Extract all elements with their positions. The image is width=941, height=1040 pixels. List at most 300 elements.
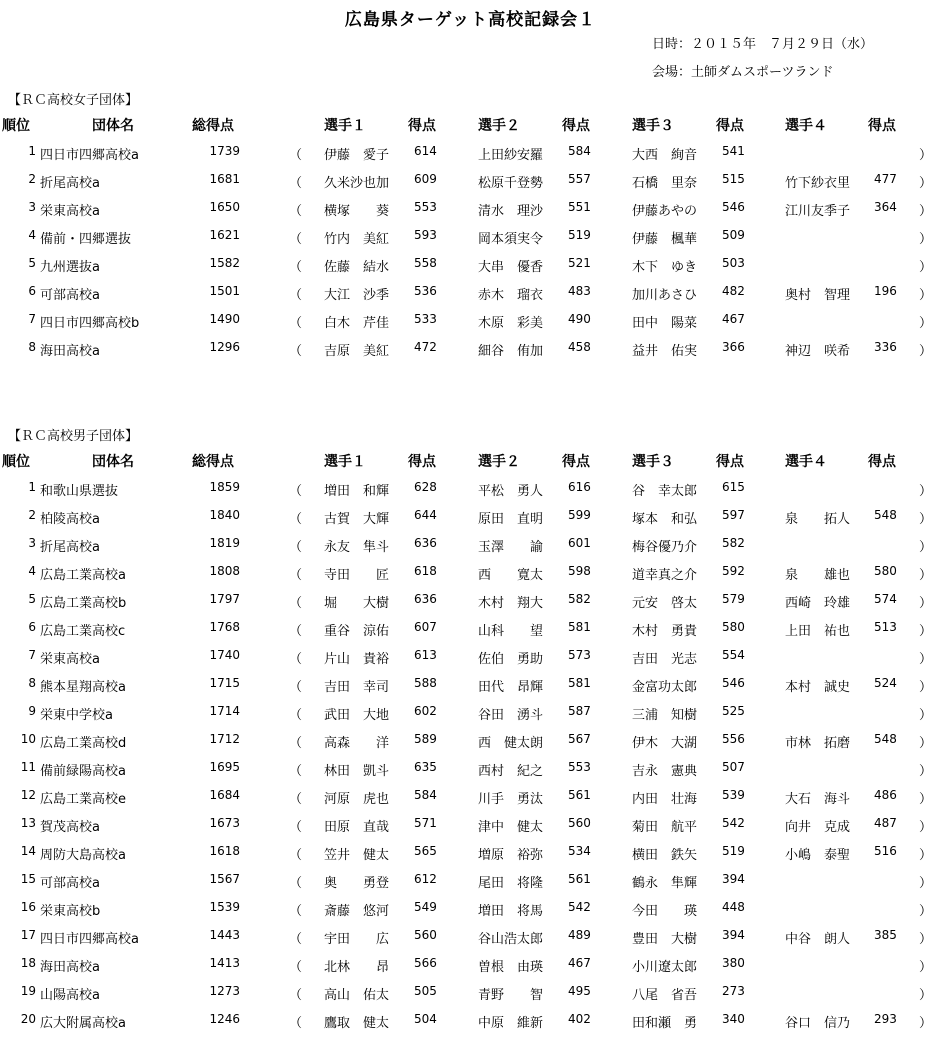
rank-cell: 1: [28, 480, 36, 494]
player2-score: 561: [568, 872, 591, 886]
player3-score: 541: [722, 144, 745, 158]
player2-name: 山科 望: [478, 624, 544, 639]
player2-score: 587: [568, 704, 591, 718]
team-name: 広島工業高校d: [40, 736, 127, 751]
rank-cell: 5: [28, 256, 36, 270]
player1-name: 古賀 大輝: [324, 512, 390, 527]
player2-name: 津中 健太: [478, 820, 544, 835]
player3-name: 金富功太郎: [632, 680, 698, 695]
player1-score: 609: [414, 172, 437, 186]
player3-score: 556: [722, 732, 745, 746]
paren-close: ）: [919, 764, 933, 779]
player3-name: 大西 絢音: [632, 148, 698, 163]
rank-cell: 17: [20, 928, 36, 942]
paren-close: ）: [919, 1016, 933, 1031]
table-row: [0, 648, 941, 676]
player3-name: 塚本 和弘: [632, 512, 698, 527]
header-player4: 選手４: [785, 118, 827, 134]
table-row: [0, 508, 941, 536]
player4-score: 524: [874, 676, 897, 690]
team-name: 和歌山県選抜: [40, 484, 119, 499]
player3-name: 八尾 省吾: [632, 988, 698, 1003]
player3-name: 田中 陽菜: [632, 316, 698, 331]
paren-open: （: [289, 988, 303, 1003]
player3-score: 592: [722, 564, 745, 578]
header-player1: 選手１: [324, 454, 366, 470]
player1-score: 536: [414, 284, 437, 298]
section-title: 【ＲＣ高校女子団体】: [8, 93, 139, 108]
table-row: [0, 200, 941, 228]
rank-cell: 7: [28, 648, 36, 662]
paren-close: ）: [919, 484, 933, 499]
player3-score: 273: [722, 984, 745, 998]
paren-close: ）: [919, 792, 933, 807]
table-row: [0, 844, 941, 872]
table-row: [0, 816, 941, 844]
player2-name: 佐伯 勇助: [478, 652, 544, 667]
paren-close: ）: [919, 176, 933, 191]
rank-cell: 16: [20, 900, 36, 914]
player2-score: 495: [568, 984, 591, 998]
player1-name: 片山 貴裕: [324, 652, 390, 667]
paren-close: ）: [919, 876, 933, 891]
rank-cell: 2: [28, 508, 36, 522]
player3-score: 467: [722, 312, 745, 326]
total-score: 1539: [209, 900, 240, 914]
player4-name: 向井 克成: [785, 820, 851, 835]
player4-name: 奥村 智理: [785, 288, 851, 303]
player2-score: 551: [568, 200, 591, 214]
player1-name: 永友 隼斗: [324, 540, 390, 555]
team-name: 備前緑陽高校a: [40, 764, 126, 779]
total-score: 1673: [209, 816, 240, 830]
player4-name: 谷口 信乃: [785, 1016, 851, 1031]
player3-name: 加川あさひ: [632, 288, 698, 303]
paren-close: ）: [919, 148, 933, 163]
player2-score: 599: [568, 508, 591, 522]
total-score: 1715: [209, 676, 240, 690]
player1-score: 549: [414, 900, 437, 914]
player2-name: 谷田 湧斗: [478, 708, 544, 723]
paren-open: （: [289, 344, 303, 359]
paren-open: （: [289, 148, 303, 163]
player4-name: 大石 海斗: [785, 792, 851, 807]
player3-score: 546: [722, 676, 745, 690]
table-row: [0, 228, 941, 256]
player1-score: 533: [414, 312, 437, 326]
player3-score: 448: [722, 900, 745, 914]
rank-cell: 3: [28, 536, 36, 550]
player4-name: 泉 拓人: [785, 512, 851, 527]
table-row: [0, 284, 941, 312]
table-row: [0, 564, 941, 592]
player3-name: 鶴永 隼輝: [632, 876, 698, 891]
total-score: 1273: [209, 984, 240, 998]
team-name: 四日市四郷高校b: [40, 316, 140, 331]
player3-score: 539: [722, 788, 745, 802]
paren-close: ）: [919, 344, 933, 359]
paren-close: ）: [919, 624, 933, 639]
paren-open: （: [289, 764, 303, 779]
player4-name: 中谷 朗人: [785, 932, 851, 947]
header-score3: 得点: [716, 118, 744, 134]
player3-name: 豊田 大樹: [632, 932, 698, 947]
player3-name: 三浦 知樹: [632, 708, 698, 723]
player1-score: 553: [414, 200, 437, 214]
player3-score: 546: [722, 200, 745, 214]
player2-score: 567: [568, 732, 591, 746]
table-row: [0, 704, 941, 732]
rank-cell: 2: [28, 172, 36, 186]
paren-open: （: [289, 176, 303, 191]
total-score: 1296: [209, 340, 240, 354]
player2-score: 561: [568, 788, 591, 802]
table-row: [0, 312, 941, 340]
total-score: 1859: [209, 480, 240, 494]
player4-score: 574: [874, 592, 897, 606]
player3-name: 内田 壮海: [632, 792, 698, 807]
player2-name: 尾田 将隆: [478, 876, 544, 891]
paren-open: （: [289, 736, 303, 751]
header-player1: 選手１: [324, 118, 366, 134]
paren-close: ）: [919, 316, 933, 331]
rank-cell: 4: [28, 564, 36, 578]
player3-score: 515: [722, 172, 745, 186]
team-name: 海田高校a: [40, 960, 100, 975]
rank-cell: 5: [28, 592, 36, 606]
player1-score: 504: [414, 1012, 437, 1026]
player3-name: 伊木 大湖: [632, 736, 698, 751]
rank-cell: 8: [28, 676, 36, 690]
player2-score: 616: [568, 480, 591, 494]
player1-score: 584: [414, 788, 437, 802]
team-name: 熊本星翔高校a: [40, 680, 126, 695]
player2-score: 521: [568, 256, 591, 270]
player3-name: 木村 勇貴: [632, 624, 698, 639]
paren-open: （: [289, 596, 303, 611]
team-name: 可部高校a: [40, 876, 100, 891]
player3-name: 伊藤 楓華: [632, 232, 698, 247]
player2-name: 木村 翔大: [478, 596, 544, 611]
team-name: 広島工業高校a: [40, 568, 126, 583]
total-score: 1650: [209, 200, 240, 214]
paren-open: （: [289, 960, 303, 975]
total-score: 1840: [209, 508, 240, 522]
header-score3: 得点: [716, 454, 744, 470]
player1-score: 505: [414, 984, 437, 998]
paren-close: ）: [919, 568, 933, 583]
player1-score: 588: [414, 676, 437, 690]
player1-name: 高森 洋: [324, 736, 390, 751]
player4-score: 513: [874, 620, 897, 634]
total-score: 1246: [209, 1012, 240, 1026]
rank-cell: 12: [20, 788, 36, 802]
team-name: 栄東高校b: [40, 904, 101, 919]
player2-name: 平松 勇人: [478, 484, 544, 499]
date-line: 日時：２０１５年 ７月２９日（水）: [652, 37, 874, 52]
player2-name: 青野 智: [478, 988, 544, 1003]
section-title: 【ＲＣ高校男子団体】: [8, 429, 139, 444]
player2-name: 上田紗安羅: [478, 148, 544, 163]
header-player4: 選手４: [785, 454, 827, 470]
header-player2: 選手２: [478, 118, 520, 134]
total-score: 1712: [209, 732, 240, 746]
player1-score: 614: [414, 144, 437, 158]
paren-open: （: [289, 820, 303, 835]
player3-name: 吉永 憲典: [632, 764, 698, 779]
paren-open: （: [289, 260, 303, 275]
player3-name: 元安 啓太: [632, 596, 698, 611]
team-name: 広島工業高校c: [40, 624, 126, 639]
player2-name: 田代 昂輝: [478, 680, 544, 695]
player4-score: 336: [874, 340, 897, 354]
player3-name: 伊藤あやの: [632, 204, 698, 219]
player2-score: 458: [568, 340, 591, 354]
player1-name: 鷹取 健太: [324, 1016, 390, 1031]
player2-name: 大串 優香: [478, 260, 544, 275]
header-total: 総得点: [192, 118, 234, 134]
paren-open: （: [289, 540, 303, 555]
paren-close: ）: [919, 680, 933, 695]
player2-name: 川手 勇汰: [478, 792, 544, 807]
header-player3: 選手３: [632, 454, 674, 470]
rank-cell: 20: [20, 1012, 36, 1026]
header-rank: 順位: [2, 118, 30, 134]
header-score1: 得点: [408, 454, 436, 470]
team-name: 四日市四郷高校a: [40, 148, 139, 163]
header-score4: 得点: [868, 454, 896, 470]
player3-name: 今田 瑛: [632, 904, 698, 919]
team-name: 折尾高校a: [40, 176, 100, 191]
player2-score: 573: [568, 648, 591, 662]
player3-score: 519: [722, 844, 745, 858]
paren-open: （: [289, 932, 303, 947]
player4-name: 小嶋 泰聖: [785, 848, 851, 863]
player4-name: 泉 雄也: [785, 568, 851, 583]
player4-score: 580: [874, 564, 897, 578]
player1-name: 林田 凱斗: [324, 764, 390, 779]
total-score: 1681: [209, 172, 240, 186]
player3-name: 吉田 光志: [632, 652, 698, 667]
player1-score: 635: [414, 760, 437, 774]
player3-score: 615: [722, 480, 745, 494]
header-score2: 得点: [562, 118, 590, 134]
paren-close: ）: [919, 260, 933, 275]
player2-name: 増原 裕弥: [478, 848, 544, 863]
player3-name: 小川遼太郎: [632, 960, 698, 975]
player2-name: 原田 直明: [478, 512, 544, 527]
player1-name: 竹内 美紅: [324, 232, 390, 247]
player4-score: 487: [874, 816, 897, 830]
venue-line: 会場：土師ダムスポーツランド: [652, 65, 834, 80]
team-name: 海田高校a: [40, 344, 100, 359]
player2-score: 519: [568, 228, 591, 242]
paren-open: （: [289, 1016, 303, 1031]
player2-score: 553: [568, 760, 591, 774]
total-score: 1808: [209, 564, 240, 578]
player2-name: 清水 理沙: [478, 204, 544, 219]
player1-score: 628: [414, 480, 437, 494]
player2-name: 谷山浩太郎: [478, 932, 544, 947]
player1-name: 高山 佑太: [324, 988, 390, 1003]
paren-close: ）: [919, 596, 933, 611]
team-name: 周防大島高校a: [40, 848, 126, 863]
table-row: [0, 760, 941, 788]
player1-name: 大江 沙季: [324, 288, 390, 303]
paren-close: ）: [919, 232, 933, 247]
total-score: 1684: [209, 788, 240, 802]
table-row: [0, 676, 941, 704]
team-name: 広島工業高校e: [40, 792, 126, 807]
team-name: 可部高校a: [40, 288, 100, 303]
team-name: 広大附属高校a: [40, 1016, 126, 1031]
player2-name: 赤木 瑠衣: [478, 288, 544, 303]
player1-score: 565: [414, 844, 437, 858]
player2-score: 560: [568, 816, 591, 830]
total-score: 1618: [209, 844, 240, 858]
paren-close: ）: [919, 988, 933, 1003]
player3-name: 石橋 里奈: [632, 176, 698, 191]
player3-score: 507: [722, 760, 745, 774]
total-score: 1739: [209, 144, 240, 158]
player1-name: 重谷 涼佑: [324, 624, 390, 639]
table-row: [0, 984, 941, 1012]
player3-score: 580: [722, 620, 745, 634]
header-player3: 選手３: [632, 118, 674, 134]
team-name: 栄東高校a: [40, 204, 100, 219]
total-score: 1567: [209, 872, 240, 886]
player3-score: 366: [722, 340, 745, 354]
player3-name: 谷 幸太郎: [632, 484, 698, 499]
total-score: 1714: [209, 704, 240, 718]
header-player2: 選手２: [478, 454, 520, 470]
rank-cell: 3: [28, 200, 36, 214]
player1-name: 吉田 幸司: [324, 680, 390, 695]
paren-open: （: [289, 232, 303, 247]
total-score: 1501: [209, 284, 240, 298]
paren-open: （: [289, 624, 303, 639]
paren-open: （: [289, 568, 303, 583]
table-row: [0, 536, 941, 564]
player1-score: 644: [414, 508, 437, 522]
paren-close: ）: [919, 932, 933, 947]
player3-score: 482: [722, 284, 745, 298]
player3-score: 509: [722, 228, 745, 242]
player1-name: 田原 直哉: [324, 820, 390, 835]
player1-score: 472: [414, 340, 437, 354]
rank-cell: 11: [20, 760, 36, 774]
player2-score: 581: [568, 620, 591, 634]
rank-cell: 19: [20, 984, 36, 998]
paren-open: （: [289, 316, 303, 331]
team-name: 栄東中学校a: [40, 708, 113, 723]
player4-score: 548: [874, 508, 897, 522]
player2-score: 584: [568, 144, 591, 158]
team-name: 山陽高校a: [40, 988, 100, 1003]
rank-cell: 13: [20, 816, 36, 830]
player1-name: 斎藤 悠河: [324, 904, 390, 919]
player1-score: 636: [414, 592, 437, 606]
player3-score: 394: [722, 928, 745, 942]
total-score: 1582: [209, 256, 240, 270]
player4-score: 196: [874, 284, 897, 298]
team-name: 四日市四郷高校a: [40, 932, 139, 947]
rank-cell: 7: [28, 312, 36, 326]
player1-name: 吉原 美紅: [324, 344, 390, 359]
player2-score: 467: [568, 956, 591, 970]
total-score: 1797: [209, 592, 240, 606]
player2-score: 601: [568, 536, 591, 550]
paren-close: ）: [919, 904, 933, 919]
total-score: 1490: [209, 312, 240, 326]
header-score2: 得点: [562, 454, 590, 470]
player2-name: 玉澤 諭: [478, 540, 544, 555]
player1-score: 613: [414, 648, 437, 662]
player2-score: 598: [568, 564, 591, 578]
player1-score: 571: [414, 816, 437, 830]
player2-name: 松原千登勢: [478, 176, 544, 191]
player1-name: 白木 芹佳: [324, 316, 390, 331]
player2-score: 483: [568, 284, 591, 298]
player1-name: 奥 勇登: [324, 876, 390, 891]
rank-cell: 9: [28, 704, 36, 718]
player2-name: 西村 紀之: [478, 764, 544, 779]
rank-cell: 6: [28, 284, 36, 298]
player1-name: 武田 大地: [324, 708, 390, 723]
total-score: 1768: [209, 620, 240, 634]
rank-cell: 8: [28, 340, 36, 354]
player3-name: 横田 鉄矢: [632, 848, 698, 863]
rank-cell: 15: [20, 872, 36, 886]
player1-name: 北林 昂: [324, 960, 390, 975]
total-score: 1443: [209, 928, 240, 942]
player4-score: 293: [874, 1012, 897, 1026]
paren-open: （: [289, 680, 303, 695]
player2-score: 581: [568, 676, 591, 690]
player4-name: 本村 誠史: [785, 680, 851, 695]
player4-name: 上田 祐也: [785, 624, 851, 639]
total-score: 1621: [209, 228, 240, 242]
player2-score: 582: [568, 592, 591, 606]
table-row: [0, 928, 941, 956]
rank-cell: 14: [20, 844, 36, 858]
player4-score: 477: [874, 172, 897, 186]
player2-name: 中原 維新: [478, 1016, 544, 1031]
total-score: 1819: [209, 536, 240, 550]
team-name: 柏陵高校a: [40, 512, 100, 527]
table-row: [0, 620, 941, 648]
paren-close: ）: [919, 848, 933, 863]
player2-name: 岡本須実令: [478, 232, 544, 247]
player1-name: 寺田 匠: [324, 568, 390, 583]
player3-score: 554: [722, 648, 745, 662]
player2-name: 曽根 由瑛: [478, 960, 544, 975]
player3-name: 道幸真之介: [632, 568, 698, 583]
player2-name: 西 健太朗: [478, 736, 544, 751]
player2-name: 増田 将馬: [478, 904, 544, 919]
paren-open: （: [289, 652, 303, 667]
player1-name: 宇田 広: [324, 932, 390, 947]
player4-score: 364: [874, 200, 897, 214]
player1-score: 589: [414, 732, 437, 746]
player1-name: 佐藤 結水: [324, 260, 390, 275]
header-rank: 順位: [2, 454, 30, 470]
team-name: 九州選抜a: [40, 260, 100, 275]
header-team: 団体名: [92, 118, 134, 134]
player4-name: 市林 拓磨: [785, 736, 851, 751]
player1-score: 593: [414, 228, 437, 242]
player3-score: 340: [722, 1012, 745, 1026]
